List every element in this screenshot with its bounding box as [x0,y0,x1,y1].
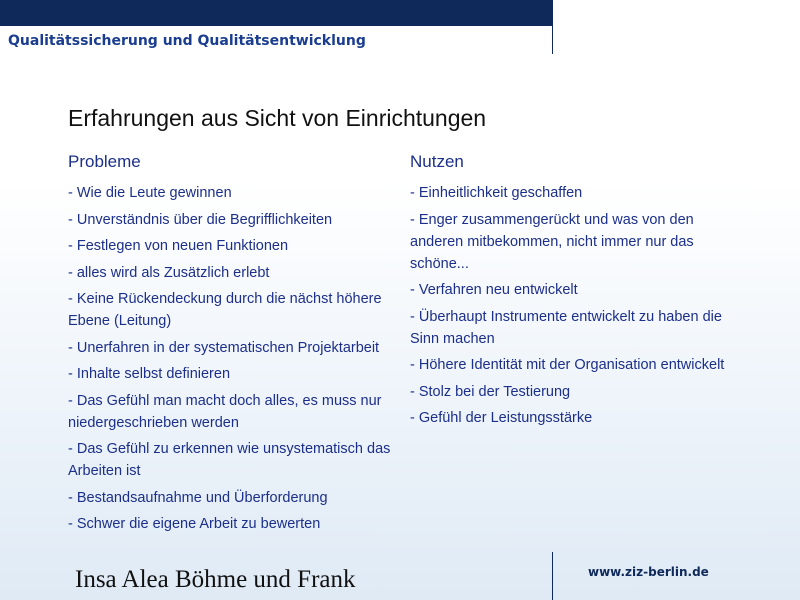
list-item: - Das Gefühl zu erkennen wie unsystematisch das Arbeiten ist [68,441,391,479]
list-item: - Bestandsaufnahme und Überforderung [68,489,328,506]
list-item: - Inhalte selbst definieren [68,366,231,382]
list-item: - Verfahren neu entwickelt [410,282,578,298]
list-item: - Schwer die eigene Arbeit zu bewerten [68,516,321,532]
list-item: - Höhere Identität mit der Organisation entwickelt [410,357,725,373]
benefits-list [410,182,740,429]
header-title: Qualitätssicherung und Qualitätsentwicklung [8,33,366,49]
problems-list [68,182,398,535]
problems-heading: Probleme [68,152,141,171]
list-item: - Gefühl der Leistungsstärke [410,410,593,426]
list-item: - Das Gefühl man macht doch alles, es muss nur niedergeschrieben werden [68,392,382,431]
header-bar [0,0,553,26]
list-item: - alles wird als Zusätzlich erlebt [68,264,270,281]
header-divider [552,26,553,54]
list-item: - Stolz bei der Testierung [410,383,571,400]
list-item: - Wie die Leute gewinnen [68,185,232,201]
benefits-column [410,152,740,434]
list-item: - Überhaupt Instrumente entwickelt zu haben die Sinn machen [410,308,722,347]
list-item: - Einheitlichkeit geschaffen [410,185,583,201]
benefits-heading: Nutzen [410,152,464,171]
list-item: - Unerfahren in der systematischen Projektarbeit [68,339,380,356]
list-item: - Unverständnis über die Begrifflichkeiten [68,211,333,228]
slide-title: Erfahrungen aus Sicht von Einrichtungen [68,105,487,131]
footer-author: Insa Alea Böhme und Frank [75,566,356,593]
footer-divider [552,552,553,600]
list-item: - Festlegen von neuen Funktionen [68,238,289,254]
problems-column [68,152,398,540]
list-item: - Keine Rückendeckung durch die nächst höhere Ebene (Leitung) [68,291,382,329]
footer-url[interactable]: www.ziz-berlin.de [588,565,709,579]
list-item: - Enger zusammengerückt und was von den anderen mitbekommen, nicht immer nur das schöne... [410,211,694,272]
